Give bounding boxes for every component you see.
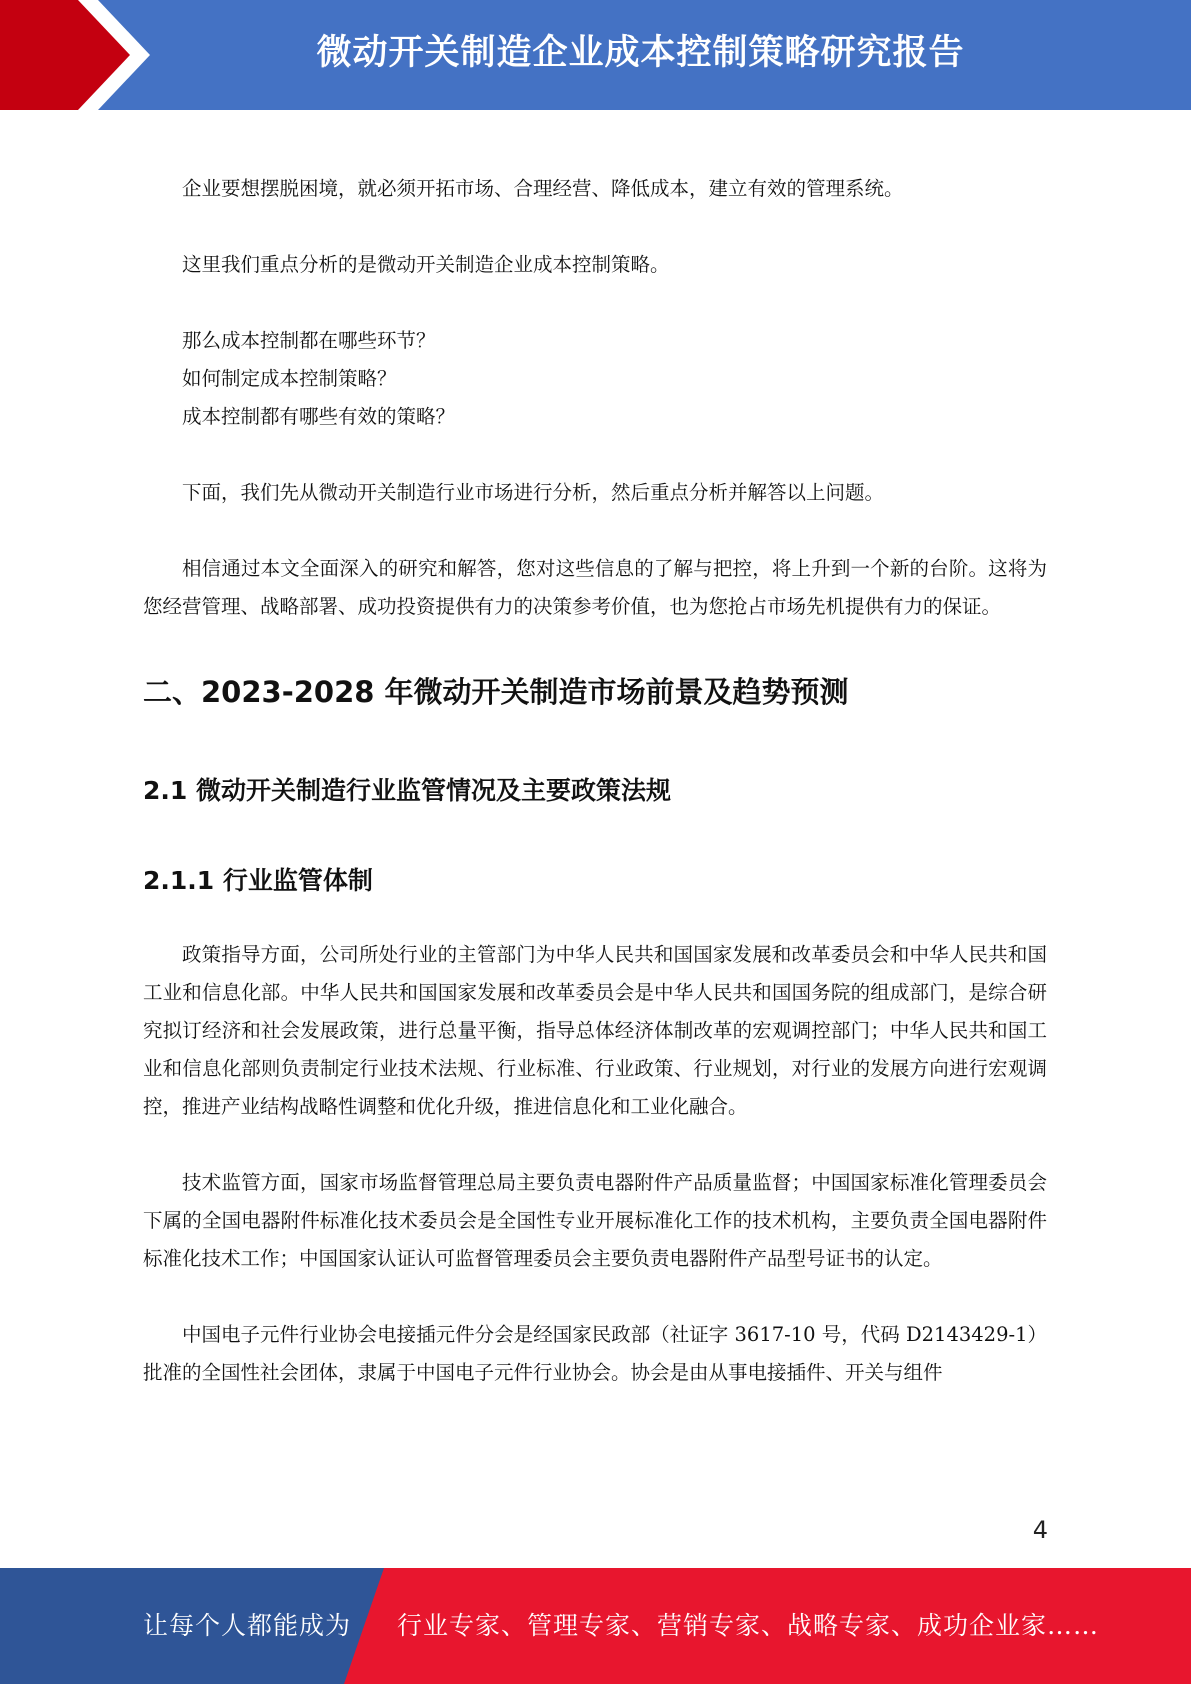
footer-slogan-right: 行业专家、管理专家、营销专家、战略专家、成功企业家…… <box>397 1611 1100 1640</box>
footer-banner <box>0 1568 1191 1684</box>
subsection-heading: 2.1 微动开关制造行业监管情况及主要政策法规 <box>143 776 671 805</box>
header-banner <box>0 0 1191 110</box>
document-body <box>143 170 1047 1392</box>
footer-slogan-left: 让每个人都能成为 <box>143 1611 352 1640</box>
intro-paragraph-3: 下面，我们先从微动开关制造行业市场进行分析，然后重点分析并解答以上问题。 <box>182 481 885 504</box>
intro-paragraph-4: 相信通过本文全面深入的研究和解答，您对这些信息的了解与把控，将上升到一个新的台阶。这将为您经营管理、战略部署、成功投资提供有力的决策参考价值，也为您抢占市场先机提供有力的保证。 <box>143 557 1047 618</box>
header-arrow-decoration <box>0 0 160 110</box>
question-2: 如何制定成本控制策略？ <box>182 367 397 390</box>
technical-supervision-paragraph: 技术监管方面，国家市场监督管理总局主要负责电器附件产品质量监督；中国国家标准化管理委员会下属的全国电器附件标准化技术委员会是全国性专业开展标准化工作的技术机构，主要负责全国电器附件标准化技术工作；中国国家认证认可监督管理委员会主要负责电器附件产品型号证书的认定。 <box>143 1171 1047 1270</box>
report-title: 微动开关制造企业成本控制策略研究报告 <box>316 33 965 73</box>
subsubsection-heading: 2.1.1 行业监管体制 <box>143 866 373 895</box>
association-paragraph: 中国电子元件行业协会电接插元件分会是经国家民政部（社证字 3617-10 号，代码 D2143429-1）批准的全国性社会团体，隶属于中国电子元件行业协会。协会是由从事电接插件、开关与组件 <box>143 1323 1047 1384</box>
question-3: 成本控制都有哪些有效的策略？ <box>182 405 456 428</box>
intro-paragraph-2: 这里我们重点分析的是微动开关制造企业成本控制策略。 <box>182 253 670 276</box>
question-1: 那么成本控制都在哪些环节？ <box>182 329 436 352</box>
policy-guidance-paragraph: 政策指导方面，公司所处行业的主管部门为中华人民共和国国家发展和改革委员会和中华人民共和国工业和信息化部。中华人民共和国国家发展和改革委员会是中华人民共和国国务院的组成部门，是综合研究拟订经济和社会发展政策，进行总量平衡，指导总体经济体制改革的宏观调控部门；中华人民共和国工业和信息化部则负责制定行业技术法规、行业标准、行业政策、行业规划，对行业的发展方向进行宏观调控，推进产业结构战略性调整和优化升级，推进信息化和工业化融合。 <box>143 943 1047 1118</box>
intro-paragraph-1: 企业要想摆脱困境，就必须开拓市场、合理经营、降低成本，建立有效的管理系统。 <box>182 177 904 200</box>
section-heading: 二、2023-2028 年微动开关制造市场前景及趋势预测 <box>143 675 849 709</box>
page-number: 4 <box>1032 1516 1048 1544</box>
